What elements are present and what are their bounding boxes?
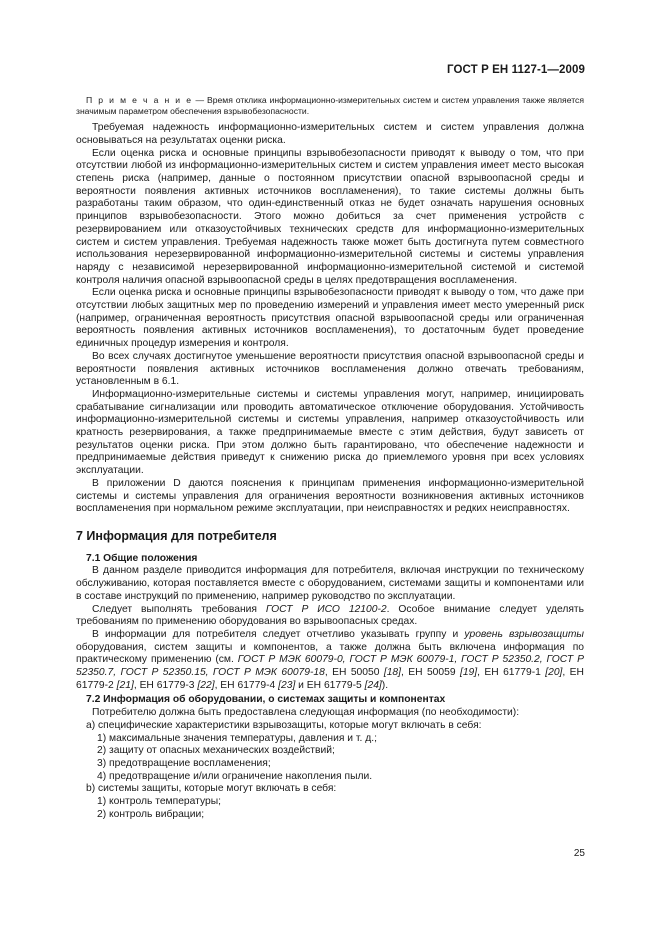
paragraph: Во всех случаях достигнутое уменьшение вероятности присутствия опасной взрывоопасной среды и вероятности появления активных источников воспламенения должно отвечать требованиям, установленным в 6.1. [76,350,584,388]
term: уровень взрывозащиты [464,628,584,640]
paragraph: Потребителю должна быть предоставлена следующая информация (по необходимости): [92,707,520,719]
paragraph: Если оценка риска и основные принципы взрывобезопасности приводят к выводу о том, что при отсутствии любой из информационно-измерительных систем и систем управления имеет место высокая степень риска (например, данные о постоянном присутствии опасной взрывоопасной среды и вероятности появления активных источников воспламенения), то такие системы должны быть разработаны таким образом, что один-единственный отказ не будет означать нарушения основных принципов взрывобезопасности. Этого можно добиться за счет применения устройств с резервированием или отказоустойчивых технических средств для информационно-измерительных систем и систем управления. Требуемая надежность также может быть достигнута путем совместного использования нерезервированной информационно-измерительной системы и системы управления наряду с независимой нерезервированной информационно-измерительной системой и системой контроля наличия опасной взрывоопасной среды в целях предотвращения воспламенения. [76,147,584,286]
bibliography-ref: [21] [116,679,134,691]
list-subitem: 1) максимальные значения температуры, давления и т. д.; [97,732,377,744]
paragraph: В приложении D даются пояснения к принципам применения информационно-измерительной системы и системы управления для ограничения вероятности возникновения активных источников воспламенения при нормальном режиме эксплуатации, при неисправностях и редких неисправностях. [76,477,584,515]
bibliography-ref: [24] [364,679,382,691]
subsection-heading: 7.2 Информация об оборудовании, о системах защиты и компонентах [86,694,446,706]
text-run: . Особое внимание следует уделять требованиям по применению оборудования во взрывоопасных средах. [76,603,585,628]
paragraph [76,629,584,693]
section-heading: 7 Информация для потребителя [76,528,277,543]
list-subitem: 4) предотвращение и/или ограничение накопления пыли. [97,770,373,782]
document-code: ГОСТ Р ЕН 1127-1—2009 [447,64,585,76]
note-text: — Время отклика информационно-измерительных систем и систем управления также является значимым параметром обеспечения взрывобезопасности. [76,95,584,117]
bibliography-ref: [18] [383,667,402,679]
note [76,95,584,117]
list-item: a) специфические характеристики взрывозащиты, которые могут включать в себя: [86,719,482,731]
text-run: В информации для потребителя следует отчетливо указывать группу и [92,628,465,640]
text-run: , ЕН 61779-3 [133,679,198,691]
text-run: , ЕН 61779-1 [477,667,546,679]
note-label: П р и м е ч а н и е [86,95,193,105]
list-subitem: 3) предотвращение воспламенения; [97,757,271,769]
standard-reference: ГОСТ Р ИСО 12100-2 [265,603,387,615]
text-run: ). [381,679,389,691]
text-run: Следует выполнять требования [92,603,266,615]
text-run: оборудования, систем защиты и компонентов, а также должна быть включена информация по практическому применению (см. [76,641,584,666]
text-run: и ЕН 61779-5 [295,679,365,691]
standard-references: ГОСТ Р МЭК 60079-0, ГОСТ Р МЭК 60079-1, ГОСТ Р 52350.2, ГОСТ Р 52350.7, ГОСТ Р 52350.15, ГОСТ Р МЭК 60079-18 [76,654,584,679]
bibliography-ref: [19] [459,667,478,679]
paragraph: Если оценка риска и основные принципы взрывобезопасности приводят к выводу о том, что даже при отсутствии любых защитных мер по проведению измерений и управления имеет место умеренный риск (например, ограниченная вероятность присутствия опасной взрывоопасной среды или ограниченная вероятность появления активных источников воспламенения), то достаточным будет проведение единичных процедур измерения и контроля. [76,287,584,350]
paragraph: В данном разделе приводится информация для потребителя, включая инструкции по техническому обслуживанию, которая поставляется вместе с оборудованием, системами защиты и компонентами или в составе инструкций по применению, например руководство по эксплуатации. [76,565,584,602]
text-run: , ЕН 61779-2 [76,667,584,691]
list-subitem: 1) контроль температуры; [97,796,222,808]
page-body [76,95,584,821]
list-item: b) системы защиты, которые могут включать в себя: [86,783,337,795]
text-run: , ЕН 61779-4 [214,679,279,691]
text-run: , ЕН 50050 [324,667,384,679]
list-subitem: 2) контроль вибрации; [97,808,205,820]
list-subitem: 2) защиту от опасных механических воздействий; [97,745,335,757]
bibliography-ref: [23] [278,679,296,691]
paragraph: Требуемая надежность информационно-измерительных систем и систем управления должна основываться на результатах оценки риска. [76,122,584,146]
paragraph: Информационно-измерительные системы и системы управления могут, например, инициировать срабатывание сигнализации или проводить автоматическое отключение оборудования. Устойчивость информационно-измерительной системы и системы управления, например отказоустойчивость или кратность резервирования, а также предпринимаемые вместе с этим действия, будут зависеть от результатов оценки риска. При этом должно быть гарантировано, что обеспечение надежности и предпринимаемые действия приведут к снижению риска до приемлемого уровня при всех условиях эксплуатации. [76,388,584,477]
text-run: , ЕН 50059 [401,667,460,679]
paragraph [76,604,584,629]
bibliography-ref: [20] [545,667,563,679]
bibliography-ref: [22] [197,679,215,691]
subsection-heading: 7.1 Общие положения [86,552,198,564]
page-number: 25 [573,848,585,859]
